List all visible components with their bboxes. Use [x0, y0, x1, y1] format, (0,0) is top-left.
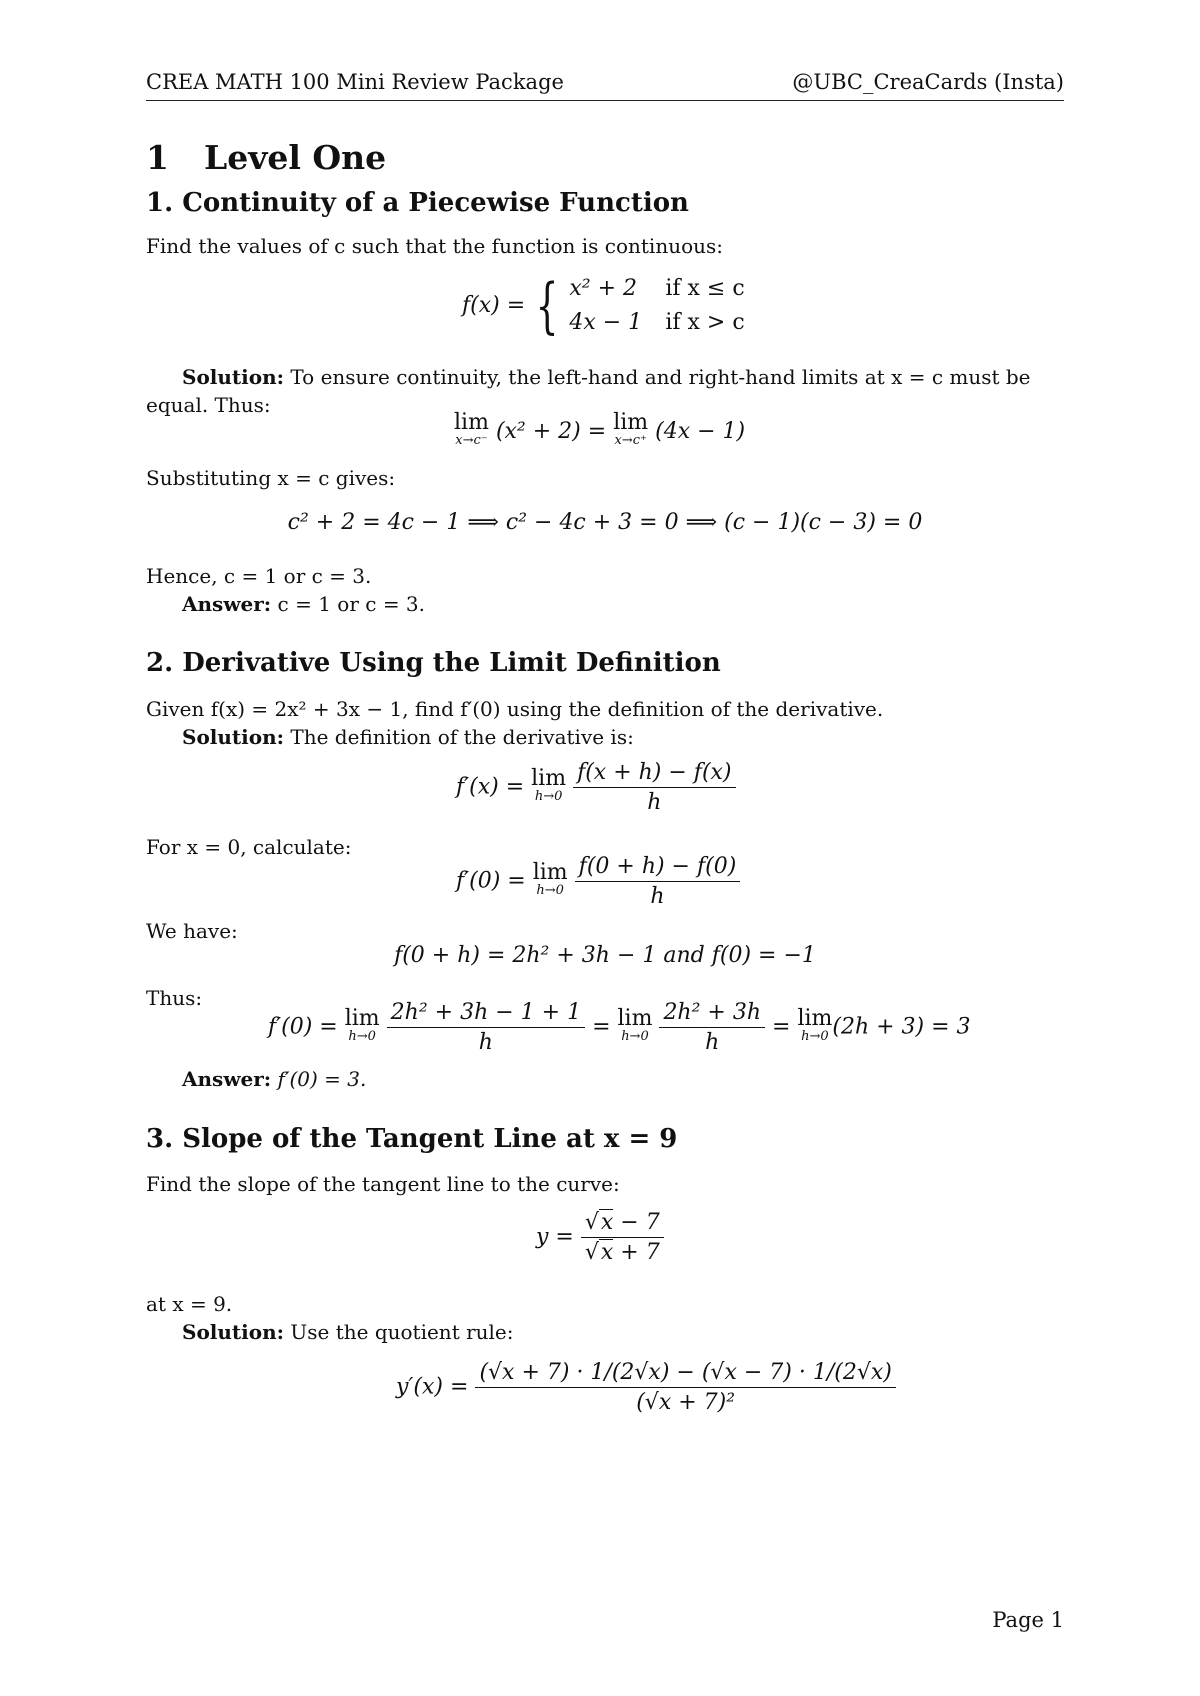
q2-def-lim-sub: h→0 — [534, 788, 563, 804]
header-right: @UBC_CreaCards (Insta) — [792, 70, 1064, 94]
q3-title: 3. Slope of the Tangent Line at x = 9 — [146, 1124, 678, 1154]
q2-sol-text: The definition of the derivative is: — [290, 725, 634, 749]
q2-thus-eq: f′(0) = lim h→0 $\frac{\text{2h² + 3h − 1 + 1}}{h}$ = lim h→0 $\frac{\text{2h² + 3h}}{h}$ = lim h→0 (2h + 3) = 3 — [268, 1000, 971, 1055]
q2-t-lim3: lim h→0 — [797, 1005, 833, 1044]
q1-sol-label: Solution: — [182, 365, 285, 389]
q2-given: Given f(x) = 2x² + 3x − 1, find f′(0) using the definition of the derivative. — [146, 697, 884, 721]
q1-cases — [569, 272, 744, 340]
q1-fx: f(x) = — [462, 293, 526, 318]
q1-case1-expr: x² + 2 — [569, 276, 637, 301]
q3-y-frac — [581, 1210, 664, 1265]
q2-t-num2: 2h² + 3h — [659, 1000, 765, 1028]
q3-yp-lhs: y′(x) = — [396, 1374, 469, 1400]
q1-lim-right: lim x→c⁺ — [613, 410, 649, 448]
q2-t-lim3-sub: h→0 — [801, 1028, 829, 1044]
section-number: 1 — [146, 138, 169, 177]
running-header — [146, 70, 1064, 101]
q1-ans: c = 1 or c = 3. — [277, 592, 426, 616]
q3-y-num: √x − 7 — [581, 1210, 664, 1238]
q2-t-lim2-sub: h→0 — [621, 1028, 649, 1044]
q1-case1-cond: if x ≤ c — [665, 276, 745, 301]
q1-lim-right-sub: x→c⁺ — [614, 433, 647, 448]
q1-lim-right-expr: (4x − 1) — [655, 419, 746, 444]
q2-t-end: (2h + 3) = 3 — [832, 1014, 971, 1040]
q3-y-den-radicand: x — [600, 1240, 614, 1265]
q2-at0-lim: lim h→0 — [532, 859, 568, 898]
q2-title: 2. Derivative Using the Limit Definition — [146, 648, 721, 678]
q2-at0-lim-sub: h→0 — [536, 882, 564, 898]
q2-def-den: h — [647, 790, 662, 815]
q1-answer — [146, 590, 425, 618]
q3-prompt: Find the slope of the tangent line to the curve: — [146, 1172, 620, 1196]
q1-limit-eq — [454, 410, 746, 450]
q1-subst: Substituting x = c gives: — [146, 466, 396, 490]
q2-t-den1: h — [478, 1030, 493, 1055]
q3-yp-frac — [475, 1360, 895, 1415]
q2-at0-den: h — [650, 884, 665, 909]
q2-forx: For x = 0, calculate: — [146, 835, 352, 859]
q2-at0-frac — [575, 854, 741, 909]
q2-def-frac — [573, 760, 735, 815]
q2-def-lim: lim h→0 — [531, 765, 567, 804]
q3-yp-num: (√x + 7) · 1/(2√x) − (√x − 7) · 1/(2√x) — [475, 1360, 895, 1388]
q2-t-num1: 2h² + 3h − 1 + 1 — [387, 1000, 585, 1028]
q3-solution — [146, 1318, 514, 1346]
q2-def — [456, 760, 736, 815]
q3-y-den-tail: + 7 — [613, 1240, 660, 1265]
q1-prompt: Find the values of c such that the function is continuous: — [146, 234, 724, 258]
q2-sol-label: Solution: — [182, 725, 285, 749]
header-left: CREA MATH 100 Mini Review Package — [146, 70, 564, 94]
q3-y-lhs: y = — [536, 1224, 574, 1250]
q2-t-lim2: lim h→0 — [617, 1005, 653, 1044]
brace-icon: { — [535, 271, 559, 341]
section-title — [146, 138, 386, 177]
q2-have-eq: f(0 + h) = 2h² + 3h − 1 and f(0) = −1 — [394, 943, 816, 968]
q2-t-lim1-sub: h→0 — [348, 1028, 376, 1044]
q1-equation: c² + 2 = 4c − 1 ⟹ c² − 4c + 3 = 0 ⟹ (c − 1)(c − 3) = 0 — [287, 510, 923, 535]
q3-quotient — [396, 1360, 896, 1415]
section-name: Level One — [204, 138, 387, 177]
q2-def-lhs: f′(x) = — [456, 774, 525, 800]
q2-at0-lhs: f′(0) = — [456, 868, 526, 894]
q1-case2-cond: if x > c — [665, 310, 745, 335]
q1-lim-left: lim x→c⁻ — [454, 410, 489, 448]
q3-curve — [536, 1210, 664, 1265]
q3-sol-label: Solution: — [182, 1320, 285, 1344]
q3-y-num-radicand: x — [600, 1210, 614, 1235]
q2-ans: f′(0) = 3. — [277, 1067, 367, 1091]
document-page — [146, 0, 1064, 1696]
q2-t-frac2 — [659, 1000, 765, 1055]
q1-sol-text2: equal. Thus: — [146, 393, 271, 417]
q2-t-den2: h — [705, 1030, 720, 1055]
q2-t-frac1 — [387, 1000, 585, 1055]
q1-lim-left-sub: x→c⁻ — [455, 433, 488, 448]
q1-ans-label: Answer: — [182, 592, 272, 616]
q2-answer — [146, 1065, 366, 1093]
q3-y-num-tail: − 7 — [613, 1210, 660, 1235]
q1-case2-expr: 4x − 1 — [569, 310, 643, 335]
q2-t-lhs: f′(0) = — [268, 1014, 338, 1040]
q1-sol-text: To ensure continuity, the left-hand and right-hand limits at x = c must be — [290, 365, 1031, 389]
q2-t-lim1: lim h→0 — [344, 1005, 380, 1044]
q2-at0-num: f(0 + h) − f(0) — [575, 854, 741, 882]
q3-yp-den: (√x + 7)² — [636, 1390, 736, 1415]
q2-thus: Thus: — [146, 986, 203, 1010]
q2-def-num: f(x + h) − f(x) — [573, 760, 735, 788]
q1-hence: Hence, c = 1 or c = 3. — [146, 564, 372, 588]
q3-sol-text: Use the quotient rule: — [290, 1320, 514, 1344]
q2-ans-label: Answer: — [182, 1067, 272, 1091]
q2-wehave: We have: — [146, 919, 238, 943]
q1-title: 1. Continuity of a Piecewise Function — [146, 188, 689, 218]
page-number: Page 1 — [992, 1608, 1064, 1632]
q3-atx: at x = 9. — [146, 1292, 233, 1316]
q1-solution — [146, 363, 1031, 391]
q3-y-den: √x + 7 — [584, 1240, 660, 1265]
q2-solution — [146, 723, 634, 751]
q1-lim-left-expr: (x² + 2) = — [495, 419, 607, 444]
q2-at0 — [456, 854, 740, 909]
q1-piecewise — [462, 272, 745, 340]
